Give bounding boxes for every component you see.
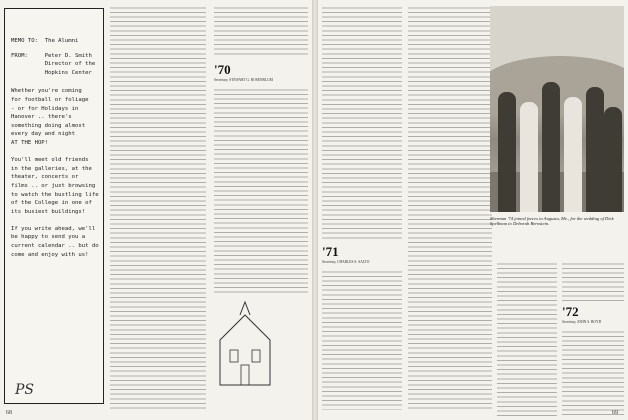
memo-line: films .. or just browsing bbox=[11, 182, 96, 189]
memo-from-line-2-row bbox=[11, 60, 99, 69]
class-year: '72 bbox=[562, 304, 579, 319]
memo-line: current calendar .. but do bbox=[11, 243, 99, 250]
memo-line: in the galleries, at the bbox=[11, 165, 92, 172]
article-column-5 bbox=[497, 262, 557, 416]
memo-line: to watch the bustling life bbox=[11, 191, 99, 198]
memo-to-row bbox=[11, 37, 99, 46]
memo-from-label: FROM: bbox=[11, 52, 28, 59]
memo-line: be happy to send you a bbox=[11, 234, 86, 241]
memo-to-label: MEMO TO: bbox=[11, 38, 38, 44]
memo-line: You'll meet old friends bbox=[11, 157, 89, 164]
memo-from-line-1: Peter D. Smith bbox=[44, 52, 92, 59]
article-column-2-top bbox=[214, 6, 308, 58]
page-number-right: 69 bbox=[612, 410, 618, 416]
article-column-4 bbox=[408, 6, 492, 412]
article-column-3 bbox=[322, 6, 402, 242]
photo-person bbox=[520, 102, 538, 212]
wedding-photo bbox=[490, 6, 624, 212]
memo-from-line-3-row bbox=[11, 69, 99, 78]
page-number-left: 68 bbox=[6, 410, 12, 416]
hopkins-center-memo bbox=[4, 8, 104, 404]
memo-signature: PS bbox=[15, 382, 35, 399]
memo-line: Whether you're coming bbox=[11, 88, 82, 95]
class-1972-heading bbox=[562, 304, 624, 324]
memo-from-line-2: Director of the bbox=[44, 61, 96, 68]
left-page bbox=[0, 0, 312, 420]
class-secretary: Secretary, CHARLES S. SALTO bbox=[322, 260, 370, 264]
memo-line: come and enjoy with us! bbox=[11, 251, 89, 258]
article-column-6-top bbox=[562, 262, 624, 302]
building-sketch-illustration bbox=[210, 300, 280, 390]
article-column-2 bbox=[214, 88, 308, 294]
memo-line: - or for Holidays in bbox=[11, 105, 79, 112]
photo-person bbox=[498, 92, 516, 212]
memo-to-value: The Alumni bbox=[44, 38, 79, 44]
photo-person bbox=[542, 82, 560, 212]
class-1970-heading bbox=[214, 62, 308, 82]
memo-line: its busiest buildings! bbox=[11, 208, 86, 215]
memo-from-line-3: Hopkins Center bbox=[44, 69, 92, 76]
memo-line: something doing almost bbox=[11, 122, 86, 129]
memo-line: every day and night bbox=[11, 131, 75, 138]
memo-line: If you write ahead, we'll bbox=[11, 225, 96, 232]
article-column-6 bbox=[562, 330, 624, 416]
class-1971-heading bbox=[322, 244, 402, 264]
photo-person bbox=[564, 97, 582, 212]
class-secretary: Secretary, JOHN S. BOYD bbox=[562, 320, 602, 324]
memo-body bbox=[11, 87, 99, 259]
photo-caption: Sherman '74 joined forces in Augusta, Me., for the wedding of Dick Spellman to Deborah Bernstein. bbox=[490, 216, 614, 227]
memo-line: for football or foliage bbox=[11, 96, 89, 103]
photo-person bbox=[604, 107, 622, 212]
class-year: '70 bbox=[214, 62, 231, 77]
photo-person bbox=[586, 87, 604, 212]
article-column-3-bottom bbox=[322, 270, 402, 410]
article-column-1 bbox=[110, 6, 206, 412]
memo-line: Hanover .. there's bbox=[11, 114, 72, 121]
class-year: '71 bbox=[322, 244, 339, 259]
memo-line: of the College in one of bbox=[11, 200, 92, 207]
memo-line: theater, concerts or bbox=[11, 174, 79, 181]
memo-line: AT THE HOP! bbox=[11, 139, 49, 146]
class-secretary: Secretary, STEWART G. ROSENBLUM bbox=[214, 78, 273, 82]
memo-from-row bbox=[11, 52, 99, 61]
